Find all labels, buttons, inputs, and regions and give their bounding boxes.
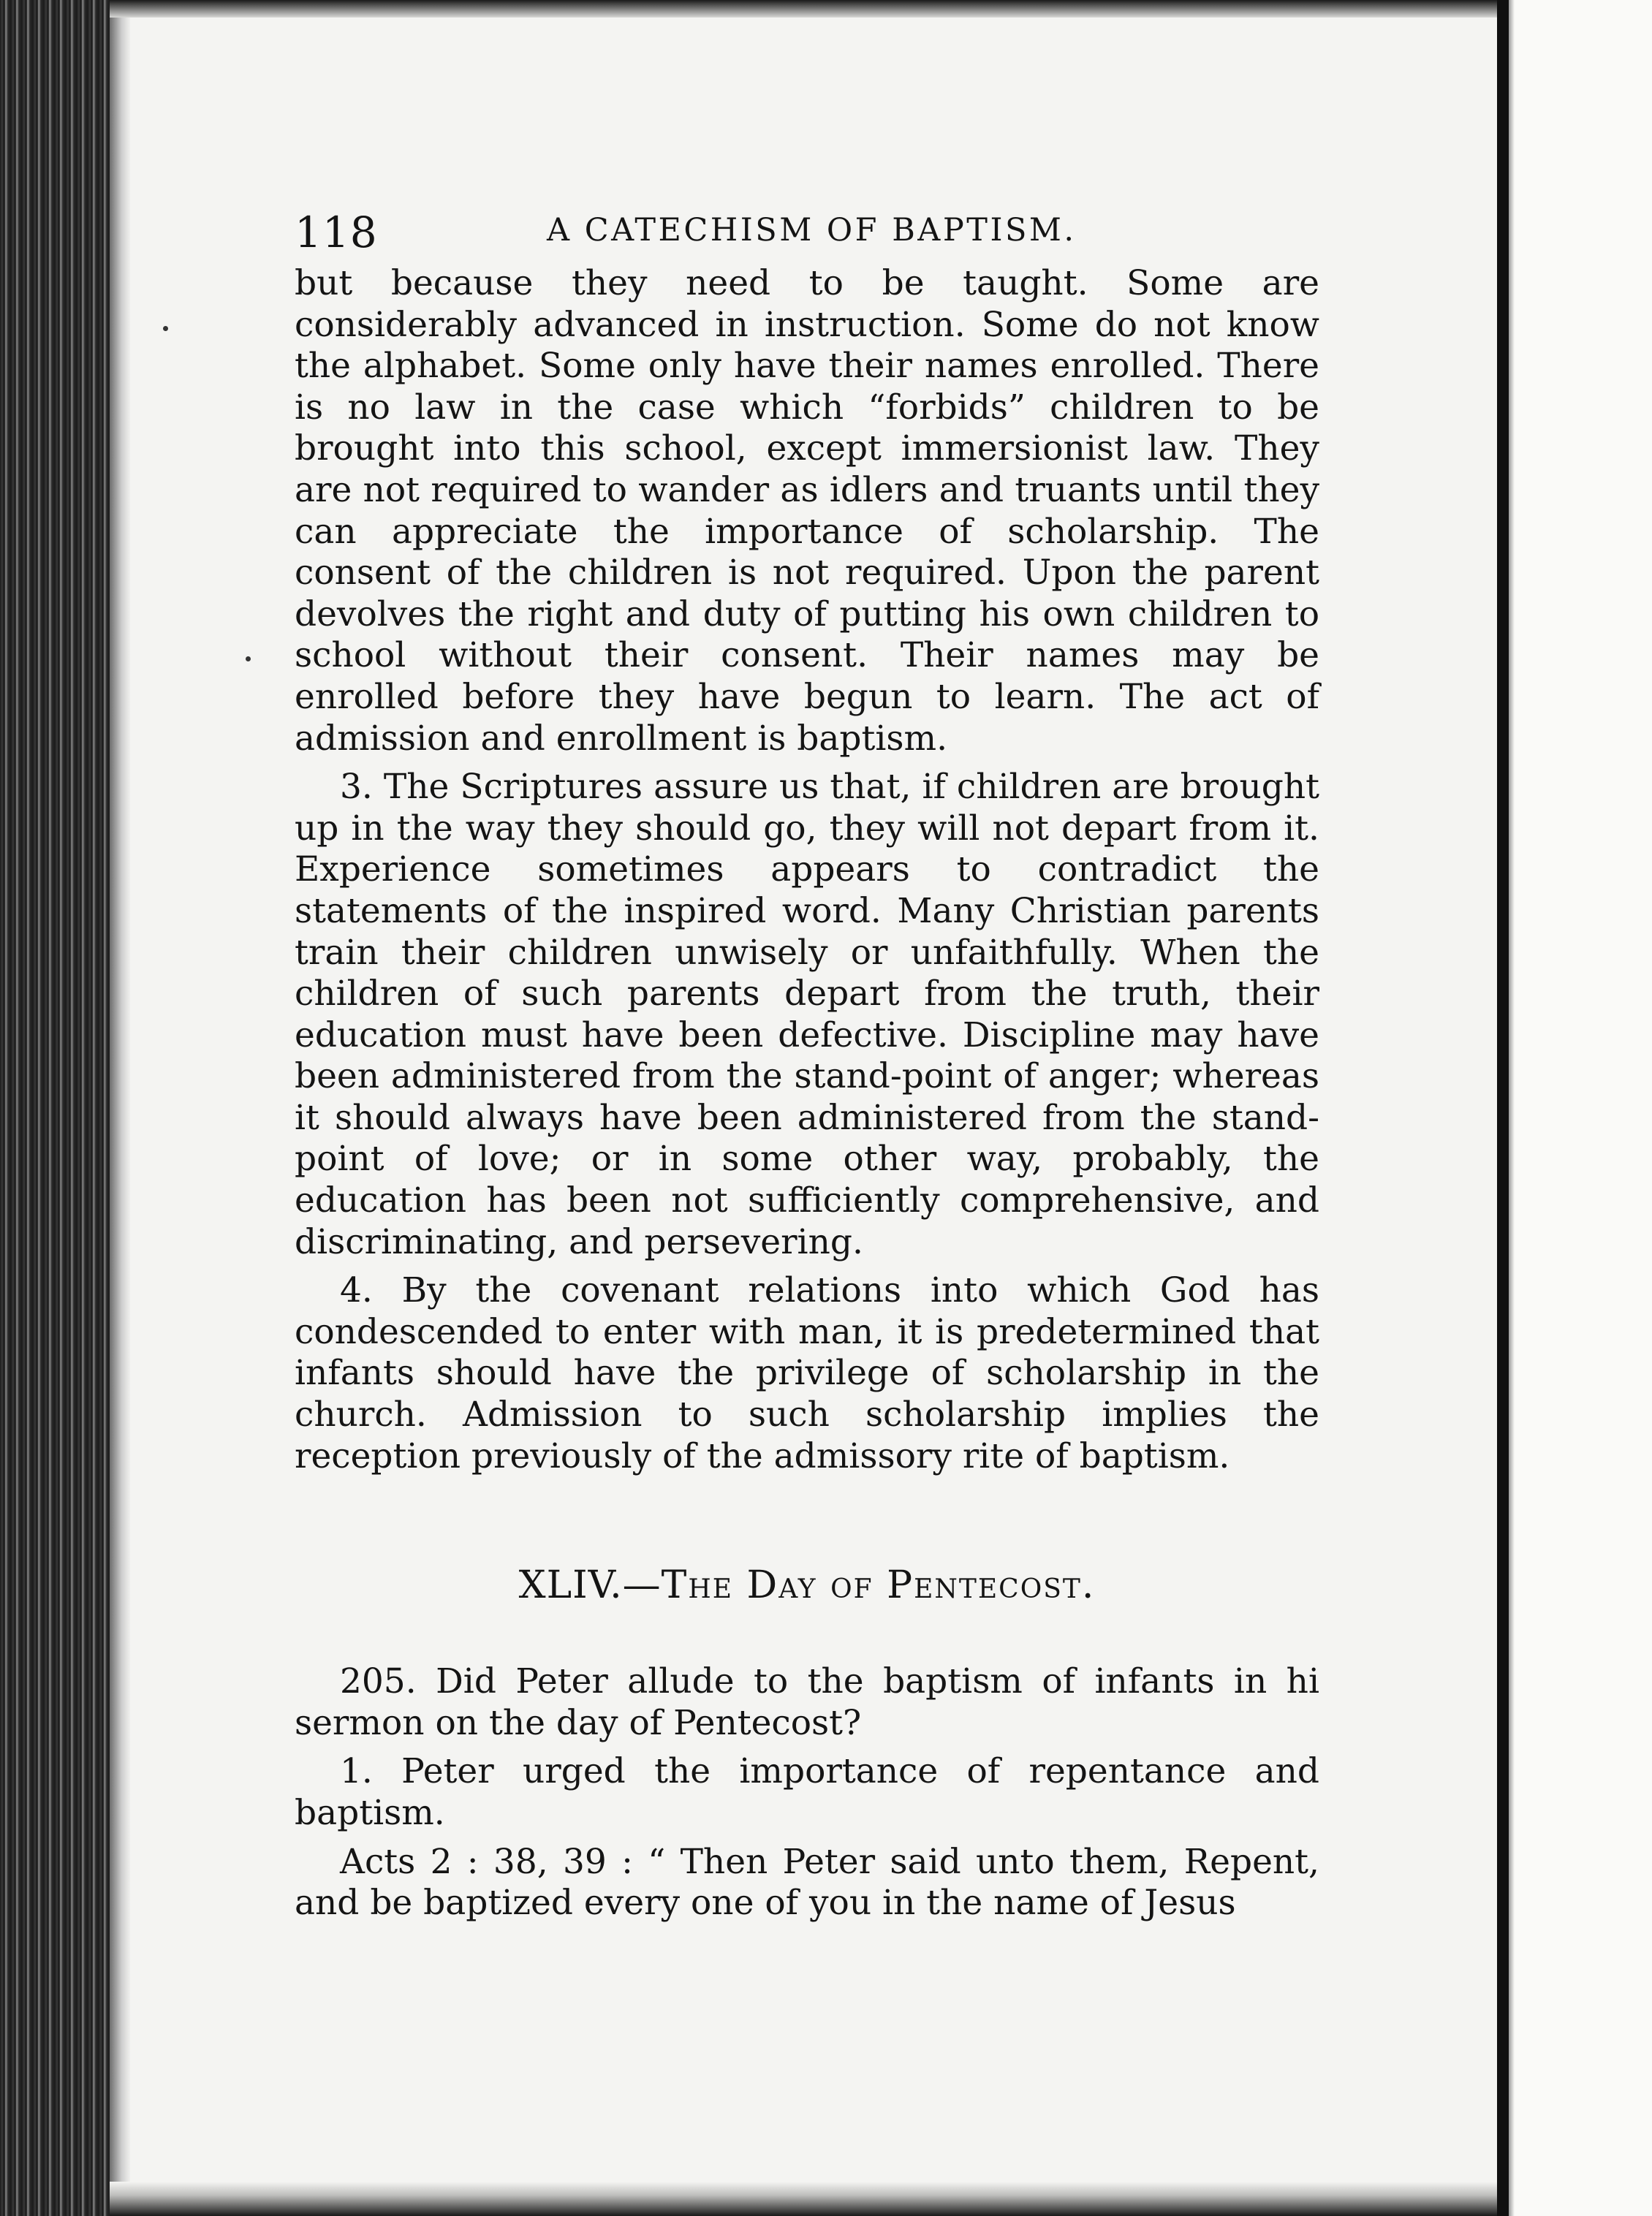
scripture-quotation: Acts 2 : 38, 39 : “ Then Peter said unto them, Repent, and be baptized every one of you in the name of Jesus xyxy=(295,1841,1319,1924)
book-spine xyxy=(0,0,110,2216)
facing-page-edge xyxy=(1509,0,1652,2216)
facing-page-shadow xyxy=(1509,0,1515,2216)
running-head xyxy=(295,190,1319,263)
answer-point-1: 1. Peter urged the importance of repentance and baptism. xyxy=(295,1751,1319,1833)
running-title: A CATECHISM OF BAPTISM. xyxy=(547,212,1077,248)
question-205: 205. Did Peter allude to the baptism of infants in hi sermon on the day of Pentecost? xyxy=(295,1661,1319,1743)
section-title: The Day of Pentecost. xyxy=(661,1563,1096,1608)
continuation-paragraph: but because they need to be taught. Some are considerably advanced in instruction. Some do not know the alphabet. Some only have their names enrolled. There is no law in the case which “forbids” children to be brought into this school, except immersionist law. They are not required to wander as idlers and truants until they can appreciate the importance of scholarship. The consent of the children is not required. Upon the parent devolves the right and duty of putting his own children to school without their consent. Their names may be enrolled before they have begun to learn. The act of admission and enrollment is baptism. xyxy=(295,263,1319,759)
spine-shadow xyxy=(110,0,130,2216)
page-bottom-edge xyxy=(110,2182,1497,2216)
speck xyxy=(246,656,251,661)
section-numeral: XLIV.— xyxy=(518,1563,662,1608)
gutter xyxy=(1497,0,1509,2216)
point-3-paragraph: 3. The Scriptures assure us that, if children are brought up in the way they should go, they will not depart from it. Experience sometimes appears to contradict the statements of the inspired word. Many Christian parents train their children unwisely or unfaithfully. When the children of such parents depart from the truth, their education must have been defective. Discipline may have been administered from the stand-point of anger; whereas it should always have been administered from the stand-point of love; or in some other way, probably, the education has been not sufficiently comprehensive, and discriminating, and persevering. xyxy=(295,767,1319,1262)
page-number: 118 xyxy=(295,208,378,257)
section-heading xyxy=(295,1563,1319,1607)
point-4-paragraph: 4. By the covenant relations into which God has condescended to enter with man, it is predetermined that infants should have the privilege of scholarship in the church. Admission to such scholarship implies the reception previously of the admissory rite of baptism. xyxy=(295,1270,1319,1476)
page-text xyxy=(295,190,1319,1924)
page-top-shadow xyxy=(110,0,1498,18)
speck xyxy=(163,326,168,331)
